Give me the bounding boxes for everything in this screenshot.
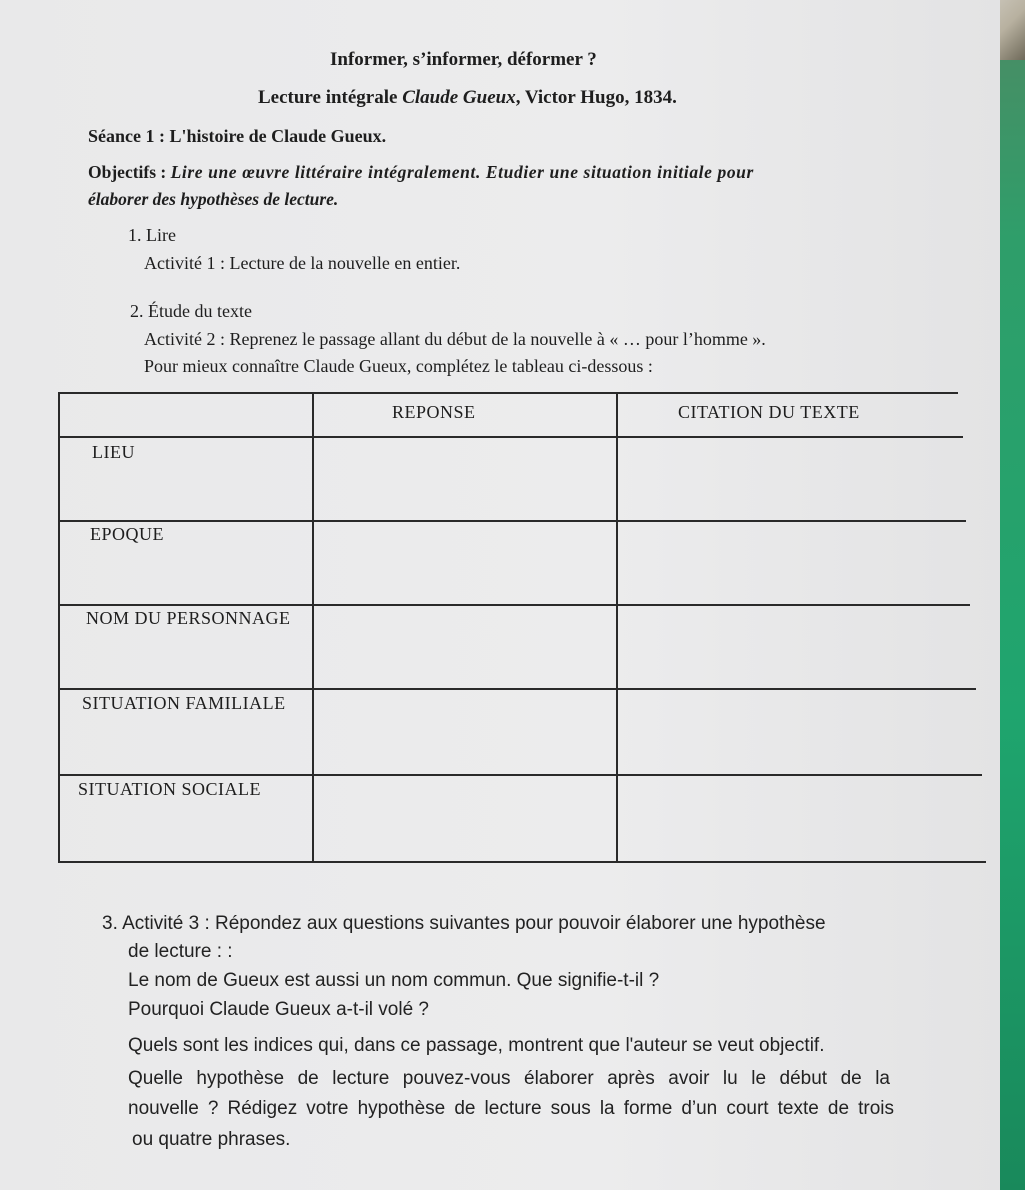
table-header-citation: CITATION DU TEXTE: [678, 402, 860, 422]
activity-3-line-2: de lecture : :: [128, 941, 233, 962]
table-row-epoque: EPOQUE: [90, 524, 164, 544]
activity-1-text: Activité 1 : Lecture de la nouvelle en entier.: [144, 253, 461, 273]
section-2-heading: 2. Étude du texte: [130, 301, 252, 321]
table-col-divider-1: [312, 392, 314, 862]
table-rule-bottom: [58, 861, 986, 863]
table-col-left: [58, 392, 60, 862]
table-rule-header: [58, 436, 963, 438]
objectives-line-1: [88, 164, 754, 182]
activity-3-line-1: 3. Activité 3 : Répondez aux questions suivantes pour pouvoir élaborer une hypothèse: [102, 913, 826, 934]
table-rule-top: [58, 392, 958, 394]
table-row-situation-sociale: SITUATION SOCIALE: [78, 779, 261, 799]
table-rule-1: [58, 520, 966, 522]
table-header-reponse: REPONSE: [392, 402, 476, 422]
table-rule-4: [58, 774, 982, 776]
table-rule-2: [58, 604, 970, 606]
table-instruction: Pour mieux connaître Claude Gueux, complétez le tableau ci-dessous :: [144, 356, 653, 376]
question-4-line-3: ou quatre phrases.: [132, 1129, 291, 1150]
answer-table: [58, 392, 986, 862]
question-4-line-2: nouvelle ? Rédigez votre hypothèse de lecture sous la forme d’un court texte de trois: [128, 1098, 894, 1119]
subtitle-suffix: , Victor Hugo, 1834.: [515, 87, 677, 108]
seance-heading: Séance 1 : L'histoire de Claude Gueux.: [88, 126, 387, 146]
objectives-label: Objectifs :: [88, 162, 167, 182]
section-1-heading: 1. Lire: [128, 225, 176, 245]
page-subtitle: [258, 88, 677, 107]
table-row-nom-personnage: NOM DU PERSONNAGE: [86, 608, 291, 628]
subtitle-prefix: Lecture intégrale: [258, 87, 403, 108]
subtitle-work-title: Claude Gueux: [402, 87, 516, 108]
page-title: Informer, s’informer, déformer ?: [330, 49, 597, 70]
table-row-situation-familiale: SITUATION FAMILIALE: [82, 693, 286, 713]
question-2: Pourquoi Claude Gueux a-t-il volé ?: [128, 999, 430, 1020]
question-3: Quels sont les indices qui, dans ce passage, montrent que l'auteur se veut objectif.: [128, 1035, 825, 1056]
question-1: Le nom de Gueux est aussi un nom commun. Que signifie-t-il ?: [128, 970, 660, 991]
objectives-line-2: élaborer des hypothèses de lecture.: [88, 189, 339, 209]
question-4-line-1: Quelle hypothèse de lecture pouvez-vous élaborer après avoir lu le début de la: [128, 1068, 890, 1089]
table-row-lieu: LIEU: [92, 442, 135, 462]
activity-2-text: Activité 2 : Reprenez le passage allant du début de la nouvelle à « … pour l’homme ».: [144, 329, 766, 349]
table-col-divider-2: [616, 392, 618, 862]
table-rule-3: [58, 688, 976, 690]
objectives-text-1: Lire une œuvre littéraire intégralement. Etudier une situation initiale pour: [170, 162, 754, 182]
